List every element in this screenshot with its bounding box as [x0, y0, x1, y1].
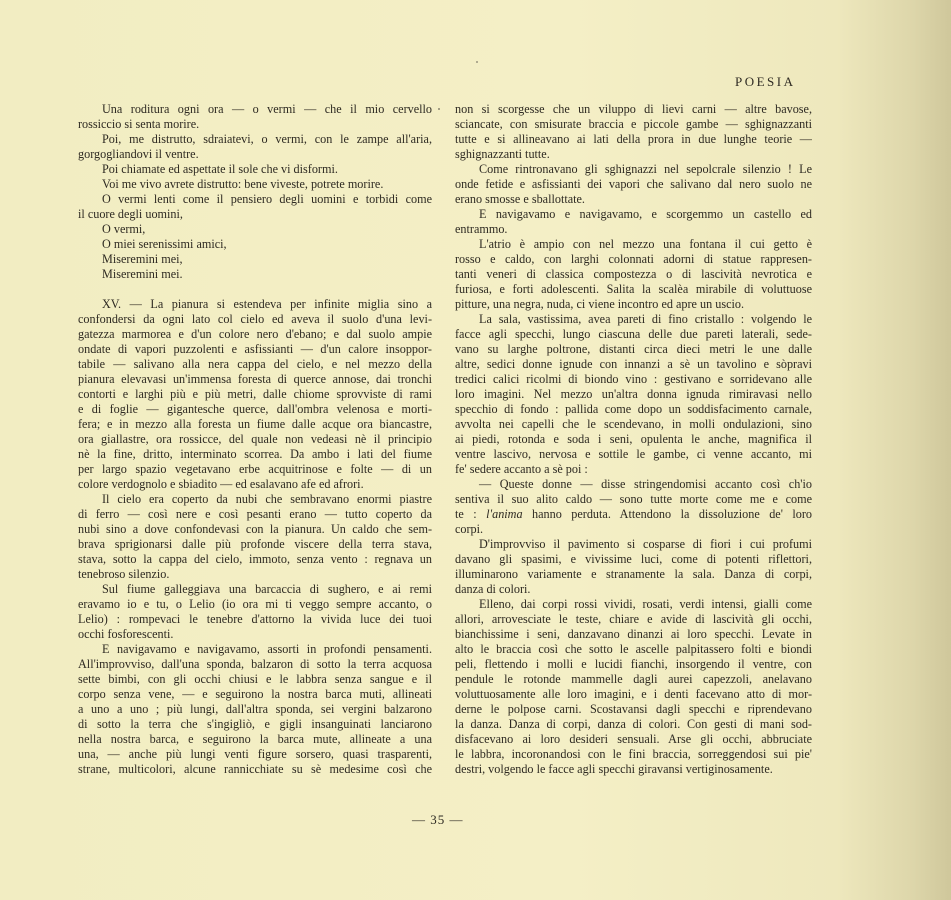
text-segment: hanno perduta. Attendono la dissoluzione de' loro [522, 507, 812, 521]
text-line: All'improvviso, dall'una sponda, balzaron di sotto la terra acquosa [78, 657, 432, 671]
text-line: peli, flettendo i molli e lucidi fianchi, insorgendo il ventre, con [455, 657, 812, 671]
text-line: corpo senza vene, — e seguirono la nostra barca muti, allineati [78, 687, 432, 701]
print-speck [476, 61, 478, 63]
text-line: la danza. Danza di corpi, danza di colori. Con gesti di mani sod- [455, 717, 812, 731]
text-line: Poi chiamate ed aspettate il sole che vi disformi. [102, 162, 338, 176]
print-speck [438, 108, 440, 110]
text-line: loro imagini. Nel mezzo un'altra donna ignuda rimiravasi nello [455, 387, 812, 401]
text-line: — Queste donne — disse stringendomisi accanto così ch'io [479, 477, 812, 491]
paragraph [78, 237, 432, 252]
paragraph [78, 222, 432, 237]
paragraph [78, 102, 432, 132]
text-line: tredici calici ricolmi di biondo vino : gestivano e sorridevano alle [455, 372, 812, 386]
text-line: onde fetide e asfissianti dei vapori che salivano dal nero suolo ne [455, 177, 812, 191]
text-line: gorgogliandovi il ventre. [78, 147, 199, 161]
paragraph [78, 297, 432, 492]
text-line: L'atrio è ampio con nel mezzo una fontana il cui getto è [479, 237, 812, 251]
page-number: — 35 — [412, 812, 464, 827]
text-line: gatezza marmorea e d'un colore nero d'ebano; e dal suolo ampie [78, 327, 432, 341]
text-line: il cuore degli uomini, [78, 207, 183, 221]
text-line: stava, sotto la cappa del cielo, immoto, senza vento : regnava un [78, 552, 432, 566]
text-line: ai piedi, rotonda e soda i seni, opulenta le anche, magnifica il [455, 432, 812, 446]
text-line: ora giallastre, ora rossicce, del quale non vedeasi nè il principio [78, 432, 432, 446]
text-line: Come rintronavano gli sghignazzi nel sepolcrale silenzio ! Le [479, 162, 812, 176]
paragraph [78, 642, 432, 777]
text-line: di ferro — così nere e così pesanti erano — tutto coperto da [78, 507, 432, 521]
paragraph [78, 192, 432, 222]
text-line: corpi. [455, 522, 484, 536]
text-line: sentiva il suo alito caldo — sono tutte morte come me e come [455, 492, 812, 506]
paragraph [455, 207, 812, 237]
text-line: derne le polpose carni. Scostavansi dagli specchi e riprendevano [455, 702, 812, 716]
paragraph [455, 162, 812, 207]
text-line: Il cielo era coperto da nubi che sembravano enormi piastre [102, 492, 432, 506]
paragraph [78, 582, 432, 642]
paragraph [78, 162, 432, 177]
text-line: Miseremini mei. [102, 267, 183, 281]
text-line: confondersi da ogni lato col cielo ed aveva il suolo d'una levi- [78, 312, 432, 326]
text-line: fera; e in mezzo alla foresta un fiume dalle acque ora biancastre, [78, 417, 432, 431]
text-line: fe' sedere accanto a sè poi : [455, 462, 588, 476]
text-line: per largo spazio vegetavano erbe acquitrinose e folte — di un [78, 462, 432, 476]
text-line: entrammo. [455, 222, 508, 236]
text-line: danza di colori. [455, 582, 531, 596]
text-line: illuminarono variamente e stranamente la sala. Danza di corpi, [455, 567, 812, 581]
text-line: pitture, una negra, nuda, ci viene incontro ed apre un uscio. [455, 297, 745, 311]
running-header: POESIA [735, 74, 796, 89]
text-line: tenebroso silenzio. [78, 567, 170, 581]
text-line: strane, multicolori, alcune rannicchiate su sè medesime così che [78, 762, 432, 776]
text-line: pendule le rotonde mammelle dagli aurei capezzoli, anelavano [455, 672, 812, 686]
text-line: contorti e larghi più e più metri, dalle chiome sprovviste di rami [78, 387, 432, 401]
text-line: tabile — salivano alla nera cappa del cielo, e nel mezzo della [78, 357, 432, 371]
text-line: Sul fiume galleggiava una barcaccia di sughero, e ai remi [102, 582, 432, 596]
paragraph [455, 237, 812, 312]
text-line [455, 507, 812, 522]
text-line: E navigavamo e navigavamo, e scorgemmo un castello ed [479, 207, 812, 221]
paragraph [455, 477, 812, 537]
text-line: Lelio) : rompevaci le tenebre d'attorno la vivida luce dei tuoi [78, 612, 432, 626]
paragraph [455, 597, 812, 777]
text-line: furiosa, e forti adolescenti. Salita la scalèa mirabile di voluttuose [455, 282, 812, 296]
text-line: altre, sedici donne ignude con innanzi a sè un tavolino e sòpravi [455, 357, 812, 371]
text-line: tutte e si allineavano ai lati della prora in due lunghe teorie — [455, 132, 812, 146]
text-line: ventre lascivo, nervosa e sottile le gambe, ci venne accanto, mi [455, 447, 812, 461]
text-line: pianura elevavasi un'immensa foresta di querce annose, dai tronchi [78, 372, 432, 386]
text-line: Miseremini mei, [102, 252, 183, 266]
text-line: sette bimbi, con gli occhi chiusi e le labbra senza sangue e il [78, 672, 432, 686]
text-line: eravamo io e tu, o Lelio (io ora mi ti veggo sempre accanto, o [78, 597, 432, 611]
right-text-column [455, 102, 812, 777]
text-line: non si scorgesse che un viluppo di lievi carni — altre bavose, [455, 102, 812, 116]
section-gap [78, 282, 432, 297]
paragraph [78, 177, 432, 192]
text-line: XV. — La pianura si estendeva per infinite miglia sino a [102, 297, 432, 311]
text-line: sghignazzanti tutte. [455, 147, 550, 161]
paragraph [78, 132, 432, 162]
paragraph [78, 267, 432, 282]
text-line: Una roditura ogni ora — o vermi — che il mio cervello [102, 102, 432, 116]
text-line: una, — anche più lungi venti figure sorsero, quasi trasparenti, [78, 747, 432, 761]
paragraph [455, 537, 812, 597]
left-text-column [78, 102, 432, 777]
text-line: voluttuosamente alle loro imagini, e i denti facevano atto di mor- [455, 687, 812, 701]
text-line: E navigavamo e navigavamo, assorti in profondi pensamenti. [102, 642, 432, 656]
text-line: a uno a uno ; più lungi, dall'altra sponda, sei vergini balzarono [78, 702, 432, 716]
text-line: specchio di fondo : pallida come dopo un soddisfacimento carnale, [455, 402, 812, 416]
paragraph [78, 492, 432, 582]
text-line: sciancate, con smisurate braccia e piccole gambe — sghignazzanti [455, 117, 812, 131]
paragraph [455, 102, 812, 162]
text-line: O vermi lenti come il pensiero degli uomini e torbidi come [102, 192, 432, 206]
text-line: O miei serenissimi amici, [102, 237, 227, 251]
text-line: D'improvviso il pavimento si cosparse di fiori i cui profumi [479, 537, 812, 551]
text-line: disfacevano ai loro desideri sensuali. Arse gli occhi, abbruciate [455, 732, 812, 746]
text-line: erano smosse e sballottate. [455, 192, 585, 206]
text-line: rossiccio si senta morire. [78, 117, 200, 131]
italic-text: l'anima [486, 507, 523, 521]
text-line: di sotto la terra che s'ingigliò, e gigli insanguinati lanciarono [78, 717, 432, 731]
text-line: destri, volgendo le facce agli specchi giravansi vertiginosamente. [455, 762, 773, 776]
text-line: davano gli spasimi, e vivissime luci, come di potenti riflettori, [455, 552, 812, 566]
text-line: tanti veneri di classica compostezza o di lascività nevrotica e [455, 267, 812, 281]
text-line: La sala, vastissima, avea pareti di fino cristallo : volgendo le [479, 312, 812, 326]
text-line: bianchissime i seni, danzavano dinanzi ai loro specchi. Levate in [455, 627, 812, 641]
text-line: vano su larghe poltrone, distanti circa dieci metri le une dalle [455, 342, 812, 356]
text-line: ondate di vapori puzzolenti e asfissianti — d'un calore insoppor- [78, 342, 432, 356]
text-line: le labbra, incoronandosi con le fini braccia, sorreggendosi sui pie' [455, 747, 812, 761]
text-line: nella nostra barca, e seguirono la barca mute, allineate a una [78, 732, 432, 746]
text-line: alto le braccia così che sotto le ascelle palpitassero folti e biondi [455, 642, 812, 656]
text-line: occhi fosforescenti. [78, 627, 174, 641]
text-line: allori, arrovesciate le teste, chiare e avide di lascività gli occhi, [455, 612, 812, 626]
text-line: O vermi, [102, 222, 146, 236]
paragraph [455, 312, 812, 477]
text-line: rosso e caldo, con larghi colonnati adorni di statue rappresen- [455, 252, 812, 266]
text-line: Voi me vivo avrete distrutto: bene viveste, potrete morire. [102, 177, 384, 191]
text-line: colore verdognolo e sbiadito — ed esalavano afe ed afrori. [78, 477, 364, 491]
text-line: e di foglie — gigantesche querce, dall'ombra velenosa e morti- [78, 402, 432, 416]
text-line: nubi sino a dove confondevasi con la pianura. Un caldo che sem- [78, 522, 432, 536]
text-line: Poi, me distrutto, sdraiatevi, o vermi, con le zampe all'aria, [102, 132, 432, 146]
text-line: brava sprigionarsi dalle più profonde viscere della terra stava, [78, 537, 432, 551]
text-line: Elleno, dai corpi rossi vividi, rosati, verdi intensi, gialli come [479, 597, 812, 611]
text-line: nè la fine, dritto, interminato scorrea. Da ambo i lati del fiume [78, 447, 432, 461]
paragraph [78, 252, 432, 267]
text-segment: te : [455, 507, 487, 521]
text-line: avvolta nei capelli che le scendevano, in molli ondulazioni, sino [455, 417, 812, 431]
text-line: facce agli specchi, lungo ciascuna delle due pareti laterali, sede- [455, 327, 812, 341]
